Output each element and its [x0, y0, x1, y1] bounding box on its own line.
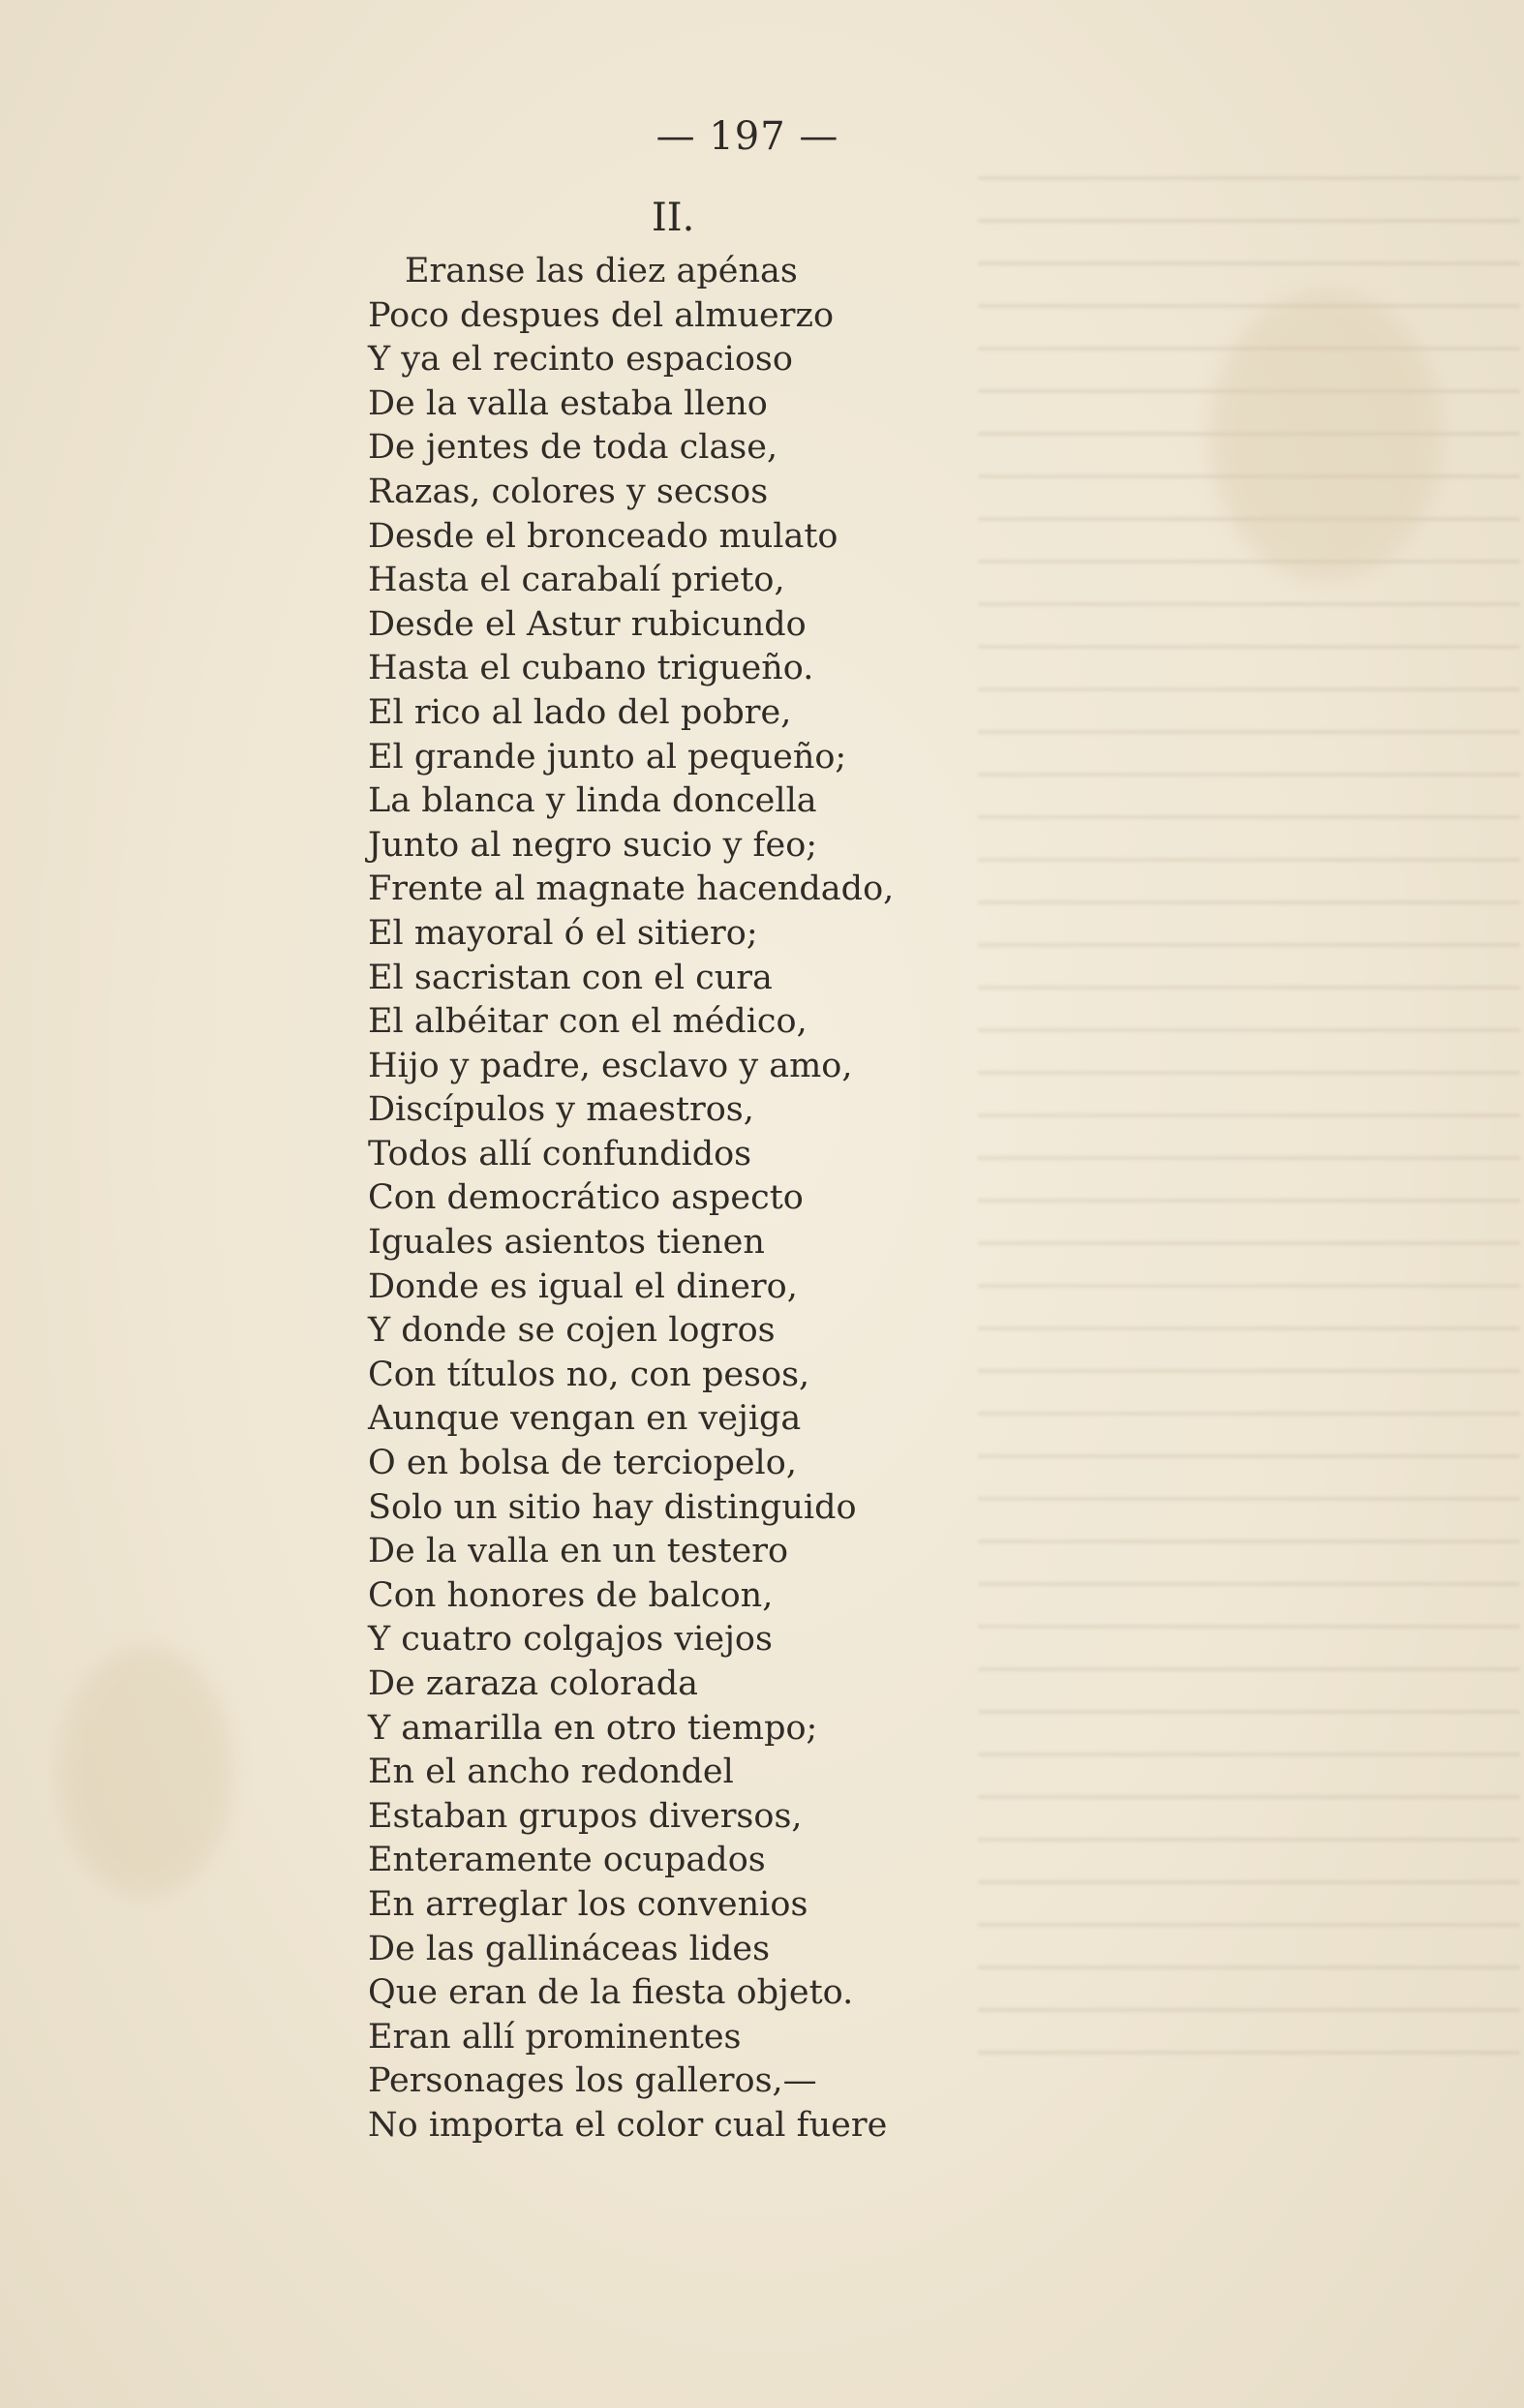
poem-line: De las gallináceas lides	[368, 1929, 771, 1968]
poem-line: Razas, colores y secsos	[368, 472, 769, 511]
poem-line: Y ya el recinto espacioso	[368, 340, 793, 380]
poem-line: Hasta el cubano trigueño.	[368, 649, 814, 688]
poem-line: Que eran de la fiesta objeto.	[368, 1973, 854, 2013]
poem-line: Discípulos y maestros,	[368, 1090, 754, 1130]
poem-line: De la valla en un testero	[368, 1532, 789, 1571]
poem-line: Con honores de balcon,	[368, 1575, 774, 1615]
poem-line: Personages los galleros,—	[368, 2061, 817, 2101]
poem-line: Y amarilla en otro tiempo;	[368, 1708, 818, 1748]
poem-line: La blanca y linda doncella	[368, 781, 817, 821]
poem-line: Desde el Astur rubicundo	[368, 604, 807, 644]
poem-line: Y cuatro colgajos viejos	[368, 1620, 773, 1660]
poem-line: Junto al negro sucio y feo;	[368, 825, 818, 865]
poem-line: Eran allí prominentes	[368, 2017, 742, 2057]
poem-line: De jentes de toda clase,	[368, 428, 778, 468]
poem-line: Desde el bronceado mulato	[368, 516, 838, 556]
section-heading: II.	[652, 196, 695, 240]
paper-stain	[58, 1646, 232, 1898]
poem-line: Todos allí confundidos	[368, 1134, 752, 1174]
poem-line: Con títulos no, con pesos,	[368, 1355, 810, 1394]
poem-line: Y donde se cojen logros	[368, 1311, 776, 1351]
poem-line: Frente al magnate hacendado,	[368, 869, 895, 909]
poem-line: De la valla estaba lleno	[368, 383, 768, 423]
poem-line: En arreglar los convenios	[368, 1884, 808, 1924]
poem-line: El albéitar con el médico,	[368, 1002, 808, 1042]
poem-line: El sacristan con el cura	[368, 958, 773, 997]
poem-line: Con democrático aspecto	[368, 1178, 804, 1218]
paper-stain	[1210, 290, 1443, 581]
poem-line: Solo un sitio hay distinguido	[368, 1487, 857, 1527]
poem-line: El mayoral ó el sitiero;	[368, 913, 758, 953]
poem-line: Poco despues del almuerzo	[368, 295, 835, 335]
poem-line: En el ancho redondel	[368, 1753, 734, 1792]
poem-line: Enteramente ocupados	[368, 1841, 766, 1880]
poem-line: Eranse las diez apénas	[405, 252, 798, 290]
poem-line: El rico al lado del pobre,	[368, 692, 792, 732]
poem-line: El grande junto al pequeño;	[368, 737, 847, 777]
poem-line: No importa el color cual fuere	[368, 2105, 888, 2145]
poem-text	[368, 250, 894, 2149]
poem-line: Hijo y padre, esclavo y amo,	[368, 1046, 853, 1085]
poem-line: Hasta el carabalí prieto,	[368, 561, 785, 600]
poem-line: O en bolsa de terciopelo,	[368, 1444, 797, 1483]
poem-line: Donde es igual el dinero,	[368, 1266, 798, 1306]
poem-line: Aunque vengan en vejiga	[368, 1399, 802, 1439]
poem-line: Iguales asientos tienen	[368, 1223, 765, 1263]
poem-line: De zaraza colorada	[368, 1664, 699, 1703]
page-number: — 197 —	[655, 114, 839, 159]
poem-line: Estaban grupos diversos,	[368, 1796, 803, 1836]
